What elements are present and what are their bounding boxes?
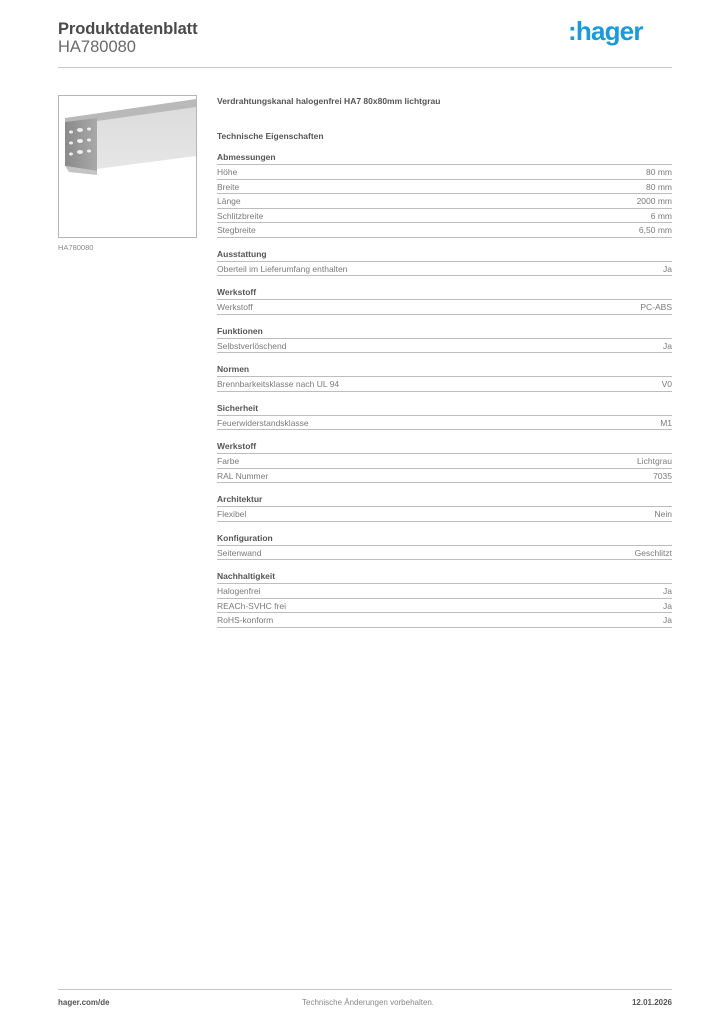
spec-group [217,363,672,392]
footer-divider [58,989,672,990]
spec-label: Höhe [217,167,238,177]
spec-group-title: Funktionen [217,325,672,339]
spec-label: Selbstverlöschend [217,340,287,351]
spec-label: Brennbarkeitsklasse nach UL 94 [217,379,340,389]
spec-row [217,180,672,195]
spec-row [217,377,672,392]
spec-label: Farbe [217,456,240,466]
spec-label: Feuerwiderstandsklasse [217,417,309,428]
spec-value: 6 mm [650,210,672,221]
spec-label: Flexibel [217,509,247,519]
spec-row [217,613,672,628]
spec-group-title: Abmessungen [217,151,672,165]
spec-group [217,248,672,277]
spec-row [217,584,672,599]
spec-row [217,546,672,561]
product-code: HA780080 [58,38,136,56]
footer-date: 12.01.2026 [631,998,672,1007]
spec-value: Ja [663,586,672,596]
spec-label: Breite [217,181,240,192]
spec-group-title: Nachhaltigkeit [217,570,672,584]
spec-group [217,325,672,354]
spec-value: 80 mm [646,181,672,192]
spec-group [217,493,672,522]
spec-label: Schlitzbreite [217,210,264,221]
spec-group-title: Sicherheit [217,402,672,416]
spec-value: Ja [663,600,672,611]
spec-row [217,223,672,238]
spec-group-title: Werkstoff [217,286,672,300]
spec-group-title: Werkstoff [217,440,672,454]
spec-group [217,286,672,315]
page-title: Produktdatenblatt [58,20,198,38]
spec-value: PC-ABS [640,302,672,312]
spec-value: 7035 [653,470,672,481]
spec-group [217,532,672,561]
spec-value: Ja [663,340,672,351]
spec-label: Seitenwand [217,547,262,558]
spec-value: Nein [654,509,672,519]
spec-label: Halogenfrei [217,586,261,596]
spec-row [217,469,672,484]
footer-website-link[interactable]: hager.com/de [58,998,110,1007]
spec-value: Geschlitzt [634,547,672,558]
hager-logo: :hager [568,16,643,46]
spec-value: M1 [660,417,672,428]
spec-label: RoHS-konform [217,615,274,625]
spec-group-title: Normen [217,363,672,377]
spec-row [217,165,672,180]
spec-row [217,300,672,315]
cable-duct-product-icon [59,96,196,237]
footer-disclaimer: Technische Änderungen vorbehalten. [302,998,435,1007]
spec-label: REACh-SVHC frei [217,600,286,611]
spec-value: Ja [663,615,672,625]
spec-label: Werkstoff [217,302,253,312]
spec-label: Oberteil im Lieferumfang enthalten [217,263,348,274]
spec-group [217,440,672,483]
spec-value: V0 [661,379,672,389]
spec-group-title: Konfiguration [217,532,672,546]
spec-value: 6,50 mm [638,225,672,235]
spec-group [217,402,672,431]
spec-group [217,151,672,238]
spec-row [217,339,672,354]
section-title: Technische Eigenschaften [217,131,324,141]
spec-row [217,599,672,614]
spec-label: Stegbreite [217,225,256,235]
spec-content [217,95,672,628]
product-image [58,95,197,238]
spec-row [217,262,672,277]
spec-label: RAL Nummer [217,470,269,481]
spec-group-title: Ausstattung [217,248,672,262]
header-divider [58,67,672,68]
spec-row [217,416,672,431]
image-caption: HA780080 [58,243,94,252]
spec-group [217,570,672,628]
product-name: Verdrahtungskanal halogenfrei HA7 80x80mm lichtgrau [217,96,441,106]
spec-value: 80 mm [646,167,672,177]
spec-value: Lichtgrau [637,456,672,466]
spec-row [217,194,672,209]
spec-value: Ja [663,263,672,274]
spec-row [217,209,672,224]
spec-label: Länge [217,196,241,206]
spec-group-title: Architektur [217,493,672,507]
spec-value: 2000 mm [636,196,672,206]
spec-row [217,507,672,522]
spec-groups [217,151,672,628]
spec-row [217,454,672,469]
